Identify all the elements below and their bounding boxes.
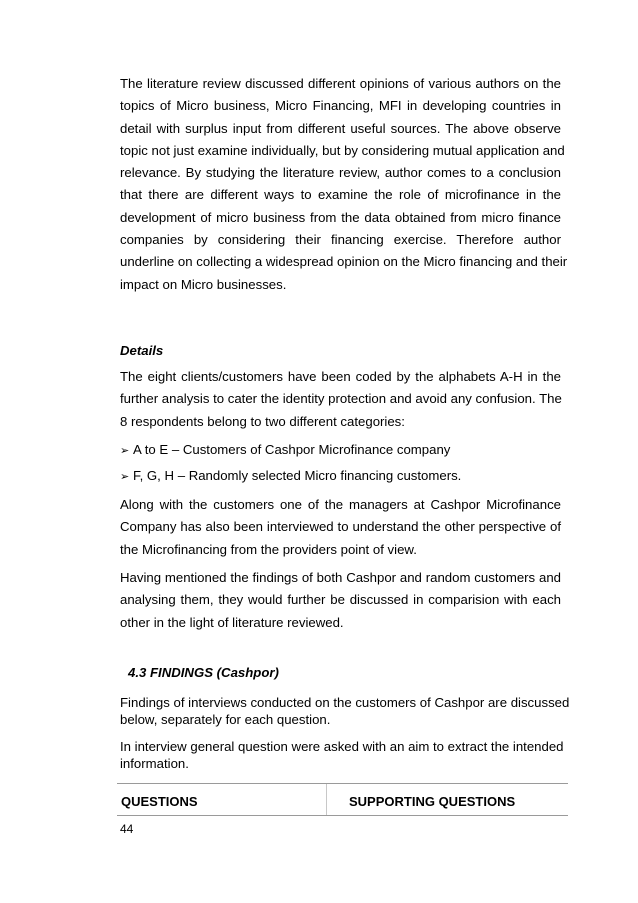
text-line: other in the light of literature reviewed. [120, 614, 344, 630]
text-line: Findings of interviews conducted on the customers of Cashpor are discussed [120, 695, 570, 710]
text-line: impact on Micro businesses. [120, 276, 287, 292]
bullet-item [120, 439, 450, 462]
arrow-bullet-icon: ➢ [120, 445, 130, 457]
bullet-text: F, G, H – Randomly selected Micro financing customers. [133, 468, 462, 483]
section-paragraph-1 [120, 694, 570, 728]
text-line: topic not just examine individually, but by considering mutual application and [120, 142, 565, 158]
text-line: The literature review discussed different opinions of various authors on the [120, 76, 561, 91]
text-line: detail with surplus input from different useful sources. The above observe [120, 120, 561, 136]
section-heading: 4.3 FINDINGS (Cashpor) [128, 665, 279, 680]
details-heading: Details [120, 343, 164, 358]
text-line: companies by considering their financing exercise. Therefore author [120, 232, 561, 248]
text-line: The eight clients/customers have been coded by the alphabets A-H in the [120, 369, 561, 384]
bullet-item [120, 465, 461, 488]
text-line: that there are different ways to examine the role of microfinance in the [120, 187, 561, 203]
page-number: 44 [120, 822, 134, 836]
arrow-bullet-icon: ➢ [120, 471, 130, 483]
text-line: In interview general question were asked with an aim to extract the intended [120, 739, 564, 754]
text-line: the Microfinancing from the providers point of view. [120, 541, 417, 557]
text-line: topics of Micro business, Micro Financing, MFI in developing countries in [120, 98, 561, 114]
supporting-questions-column-header: SUPPORTING QUESTIONS [349, 794, 516, 809]
text-line: analysing them, they would further be discussed in comparision with each [120, 592, 561, 608]
text-line: Along with the customers one of the managers at Cashpor Microfinance [120, 497, 561, 512]
text-line: information. [120, 756, 189, 771]
text-line: further analysis to cater the identity protection and avoid any confusion. The [120, 391, 562, 407]
findings-intro-paragraph [120, 567, 561, 634]
details-paragraph [120, 366, 561, 433]
questions-column-header: QUESTIONS [121, 794, 198, 809]
text-line: 8 respondents belong to two different categories: [120, 413, 405, 429]
text-line: underline on collecting a widespread opinion on the Micro financing and their [120, 254, 568, 270]
managers-paragraph [120, 494, 561, 561]
text-line: Company has also been interviewed to understand the other perspective of [120, 519, 561, 535]
text-line: development of micro business from the data obtained from micro finance [120, 209, 561, 225]
text-line: relevance. By studying the literature review, author comes to a conclusion [120, 165, 561, 181]
intro-paragraph [120, 73, 568, 296]
section-paragraph-2 [120, 738, 564, 772]
column-divider [326, 784, 327, 815]
text-line: Having mentioned the findings of both Cashpor and random customers and [120, 570, 561, 585]
questions-table-header [117, 783, 568, 816]
text-line: below, separately for each question. [120, 712, 331, 727]
bullet-text: A to E – Customers of Cashpor Microfinance company [133, 442, 451, 457]
